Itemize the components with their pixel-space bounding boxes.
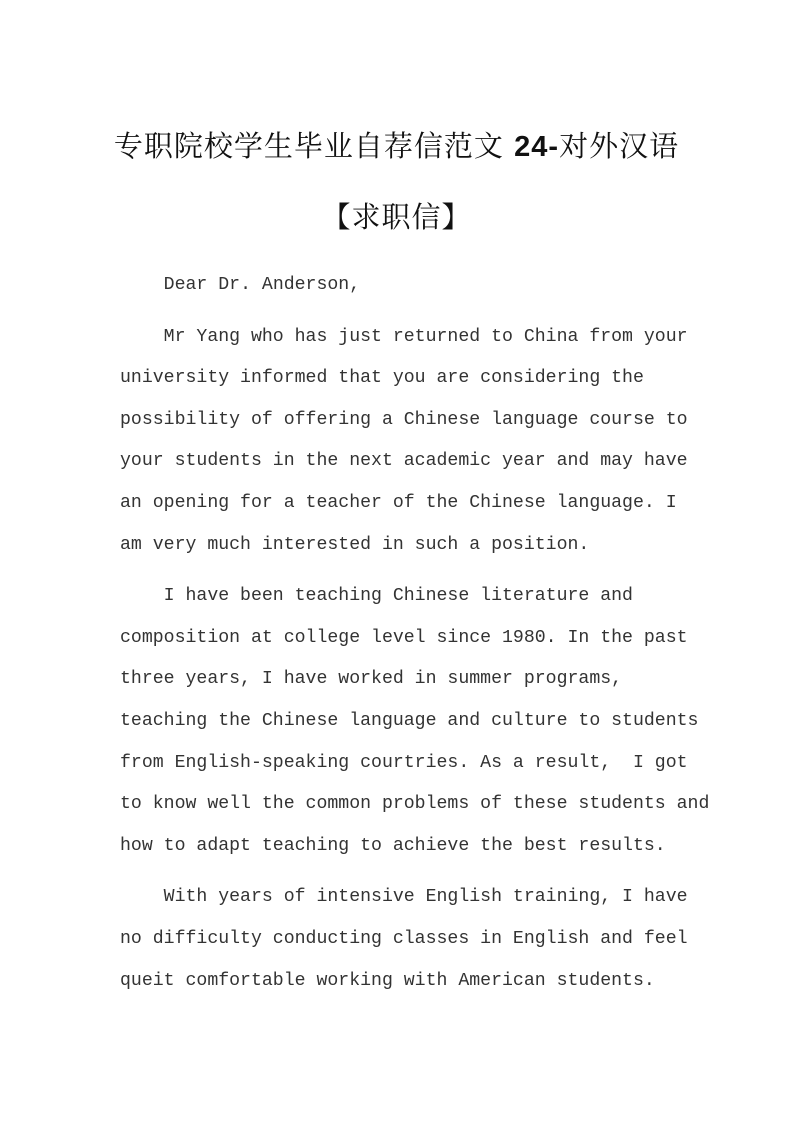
paragraph-gap: [120, 307, 670, 317]
text-line: With years of intensive English training, I have: [120, 887, 688, 908]
text-line: queit comfortable working with American students.: [120, 970, 655, 991]
text-line: how to adapt teaching to achieve the best results.: [120, 835, 666, 856]
text-line: teaching the Chinese language and culture to students: [120, 710, 699, 731]
text-line: three years, I have worked in summer programs,: [120, 669, 623, 690]
title-text-cn-b: 对外汉语: [559, 129, 680, 163]
document-subtitle: 【求职信】: [321, 200, 472, 234]
text-line: composition at college level since 1980. In the past: [120, 627, 688, 648]
salutation: [120, 265, 670, 307]
salutation-text: Dear Dr. Anderson,: [163, 275, 361, 295]
text-line: from English-speaking courtries. As a result, I got: [120, 752, 688, 773]
text-line: an opening for a teacher of the Chinese language. I: [120, 492, 677, 513]
paragraph-3: [120, 877, 688, 1002]
text-line: university informed that you are considering the: [120, 368, 644, 389]
text-line: possibility of offering a Chinese language course to: [120, 409, 688, 430]
title-number: 24-: [514, 131, 560, 163]
text-line: to know well the common problems of these students and: [120, 794, 710, 815]
text-line: Mr Yang who has just returned to China from your: [120, 326, 688, 347]
title-text-cn-a: 专职院校学生毕业自荐信范文: [113, 129, 515, 163]
paragraph-2: [120, 576, 710, 867]
paragraph-gap: [120, 566, 670, 576]
letter-body: [120, 265, 710, 1002]
text-line: no difficulty conducting classes in English and feel: [120, 928, 688, 949]
text-line: I have been teaching Chinese literature and: [120, 586, 633, 607]
text-line: am very much interested in such a position.: [120, 534, 590, 555]
paragraph-1: [120, 317, 688, 567]
document-title: [0, 124, 793, 165]
text-line: your students in the next academic year and may have: [120, 451, 688, 472]
paragraph-gap: [120, 867, 670, 877]
